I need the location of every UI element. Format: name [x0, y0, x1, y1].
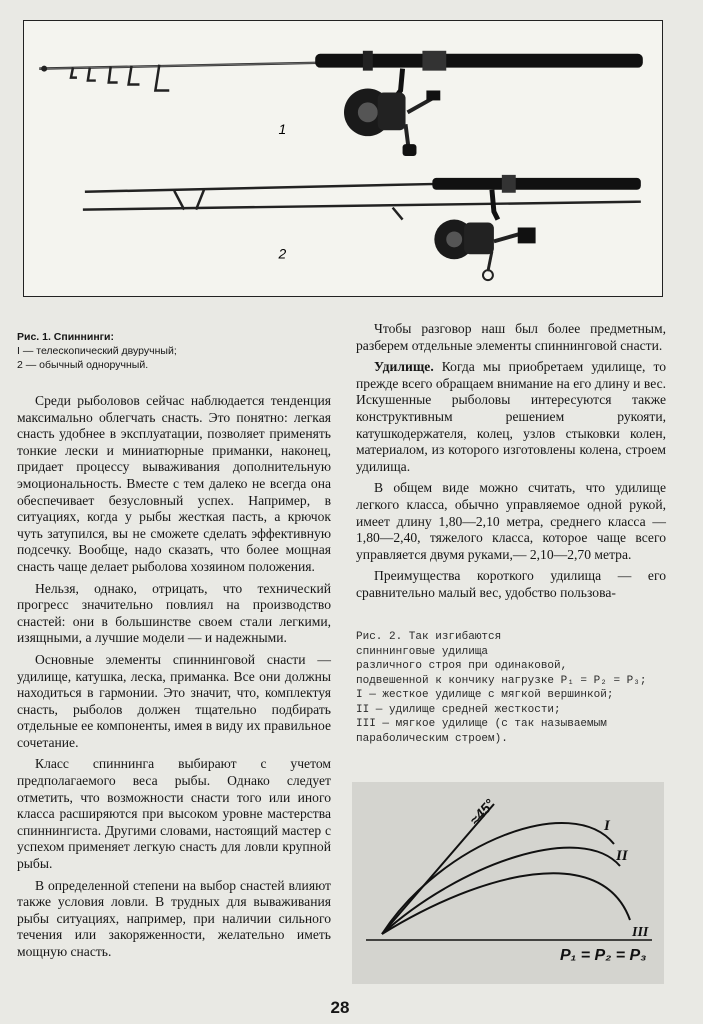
page-number: 28	[330, 998, 350, 1017]
figure-2-caption-line: II — удилище средней жесткости;	[356, 703, 561, 716]
paragraph: Нельзя, однако, отрицать, что технический прогресс значительно повлиял на производство снастей: они в большинстве своем стали легкими, изящными, а лучшие модели — и надежными.	[17, 580, 331, 646]
curve-label-i: I	[604, 818, 610, 834]
paragraph: Чтобы разговор наш был более предметным, разберем отдельные элементы спиннинговой снасти.	[356, 321, 666, 353]
paragraph-rod	[356, 359, 666, 475]
rod-1-label: 1	[278, 121, 287, 138]
curve-label-ii: II	[616, 848, 628, 864]
rod-paragraph-text: Когда мы приобретаем удилище, то прежде всего обращаем внимание на его длину и вес. Искушенные рыболовы интересуются также конструктивным решением рукояти, катушкодержателя, колец, узлов стыковки колен, материалом, из которого изготовлены колена, строем удилища.	[356, 359, 666, 474]
bend-diagram	[352, 782, 664, 984]
load-label: P₁ = P₂ = P₃	[560, 947, 647, 964]
figure-2-bend-diagram	[352, 782, 664, 984]
curve-i	[382, 823, 614, 934]
left-text-column	[17, 393, 331, 961]
figure-1-caption-line-2: 2 — обычный одноручный.	[17, 359, 149, 371]
figure-2-caption-line: параболическим строем).	[356, 732, 508, 745]
figure-1-caption	[17, 330, 317, 372]
angle-label: ≈45°	[466, 795, 498, 829]
figure-2-caption	[356, 630, 676, 746]
paragraph: В определенной степени на выбор снастей влияют также условия ловли. В трудных для вываживания рыбы ситуациях, например, при наличии сильного течения или закоряженности, желательно иметь мощную снасть.	[17, 877, 331, 959]
paragraph: В общем виде можно считать, что удилище легкого класса, обычно управляемое одной рукой, имеет длину 1,80—2,10 метра, среднего класса — 1,80—2,40, тяжелого класса, которое чаще всего управляется двумя руками,— 2,10—2,70 метра.	[356, 480, 666, 562]
figure-2-caption-line: III — мягкое удилище (с так называемым	[356, 718, 607, 730]
figure-2-caption-line: спиннинговые удилища	[356, 645, 489, 658]
figure-2-caption-line: I — жесткое удилище с мягкой вершинкой;	[356, 689, 614, 701]
figure-1-rods	[23, 20, 663, 297]
rods-illustration	[24, 21, 662, 296]
paragraph: Основные элементы спиннинговой снасти — удилище, катушка, леска, приманка. Все они должны находиться в гармонии. Это значит, что, комплектуя снасть, рыболов должен тщательно подбирать отдельные ее компоненты, имея в виду их правильное сочетание.	[17, 651, 331, 750]
figure-2-caption-line: Рис. 2. Так изгибаются	[356, 631, 502, 643]
telescopic-rod	[39, 51, 643, 156]
figure-2-caption-line: различного строя при одинаковой,	[356, 660, 568, 672]
figure-1-caption-title: Рис. 1. Спиннинги:	[17, 331, 114, 343]
one-handed-rod	[83, 175, 641, 280]
curve-label-iii: III	[632, 925, 649, 940]
rod-2-label: 2	[278, 245, 287, 262]
right-text-column	[356, 321, 666, 602]
paragraph: Среди рыболовов сейчас наблюдается тенденция максимально облегчать снасть. Это понятно: легкая снасть удобнее в эксплуатации, позволяет применять тонкие лески и миниатюрные приманки, наконец, придает процессу вываживания дополнительную эмоциональность. Вместе с тем далеко не всегда она обеспечивает безусловный успех. Например, в ситуациях, когда у рыбы жесткая пасть, а крючок чуть затупился, вы не сможете сделать эффективную подсечку. Вообще, надо сказать, что более мощная снасть чаще делает рыболова хозяином положения.	[17, 393, 331, 574]
paragraph: Преимущества короткого удилища — его сравнительно малый вес, удобство пользова-	[356, 568, 666, 600]
rod-heading: Удилище.	[374, 359, 434, 375]
figure-1-caption-line-1: I — телескопический двуручный;	[17, 345, 177, 357]
paragraph: Класс спиннинга выбирают с учетом предполагаемого веса рыбы. Однако следует отметить, что возможности снасти того или иного класса расширяются при высоком уровне мастерства спиннингиста. Другими словами, настоящий мастер с успехом применяет легкую снасть для ловли крупной рыбы.	[17, 756, 331, 872]
figure-2-caption-line: подвешенной к кончику нагрузке P₁ = P₂ = P₃;	[356, 674, 647, 687]
